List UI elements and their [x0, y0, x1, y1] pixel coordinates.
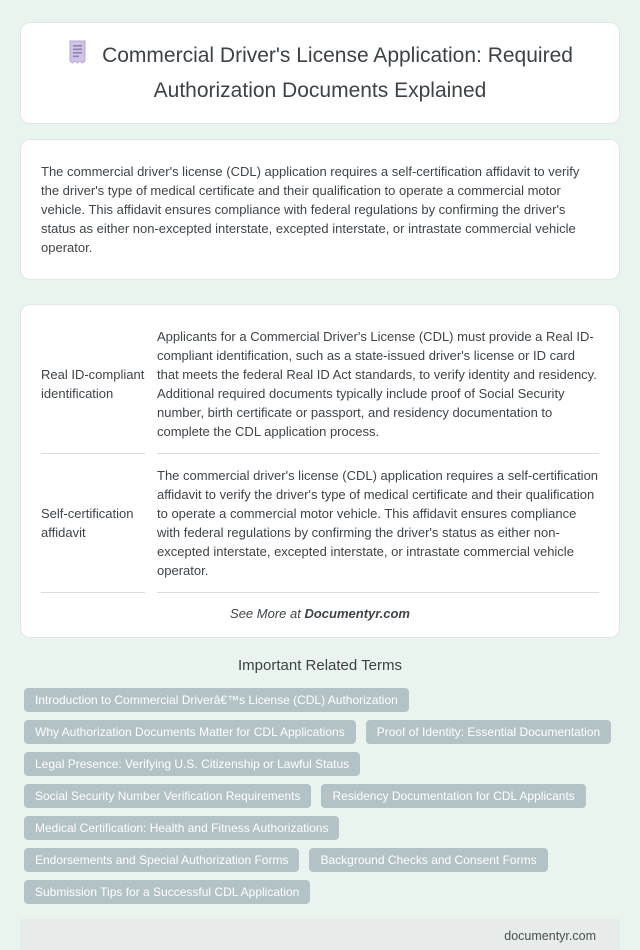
term-description: The commercial driver's license (CDL) application requires a self-certification affidavit to verify the driver's type of medical certificate and their qualification to operate a commercial motor vehicle. This affidavit ensures compliance with federal regulations by confirming the driver's status as either non-excepted interstate, excepted interstate, or intrastate commercial vehicle operator. — [157, 468, 599, 578]
title-card — [20, 22, 620, 124]
table-row — [41, 315, 599, 454]
related-term-tag[interactable]: Medical Certification: Health and Fitness Authorizations — [24, 816, 339, 840]
receipt-icon — [67, 40, 88, 75]
see-more-line — [41, 606, 599, 621]
table-row — [41, 454, 599, 593]
see-more-brand-link[interactable]: Documentyr.com — [304, 606, 410, 621]
footer-site-label: documentyr.com — [504, 929, 596, 943]
intro-text: The commercial driver's license (CDL) application requires a self-certification affidavit to verify the driver's type of medical certificate and their qualification to operate a commercial motor vehicle. This affidavit ensures compliance with federal regulations by confirming the driver's status as either non-excepted interstate, excepted interstate, or intrastate commercial vehicle operator. — [41, 164, 580, 255]
related-term-tag[interactable]: Endorsements and Special Authorization Forms — [24, 848, 299, 872]
related-term-tag[interactable]: Legal Presence: Verifying U.S. Citizenship or Lawful Status — [24, 752, 360, 776]
related-term-tag[interactable]: Why Authorization Documents Matter for CDL Applications — [24, 720, 356, 744]
related-term-tag[interactable]: Introduction to Commercial Driverâ€™s License (CDL) Authorization — [24, 688, 409, 712]
see-more-prefix: See More at — [230, 606, 305, 621]
footer-bar — [20, 919, 620, 950]
page-title — [51, 40, 589, 106]
page-title-text: Commercial Driver's License Application: Required Authorization Documents Explained — [102, 44, 573, 102]
related-term-tag[interactable]: Social Security Number Verification Requirements — [24, 784, 311, 808]
related-term-tag[interactable]: Residency Documentation for CDL Applicants — [321, 784, 585, 808]
related-term-tag[interactable]: Submission Tips for a Successful CDL Application — [24, 880, 310, 904]
related-terms-tags — [0, 688, 640, 904]
related-term-tag[interactable]: Background Checks and Consent Forms — [309, 848, 547, 872]
intro-card — [20, 139, 620, 280]
definitions-card — [20, 304, 620, 638]
definition-table — [41, 315, 599, 593]
term-description: Applicants for a Commercial Driver's License (CDL) must provide a Real ID-compliant identification, such as a state-issued driver's license or ID card that meets the federal Real ID Act standards, to verify identity and residency. Additional required documents typically include proof of Social Security number, birth certificate or passport, and residency documentation to complete the CDL application process. — [157, 329, 597, 439]
term-label: Real ID-compliant identification — [41, 367, 145, 401]
related-term-tag[interactable]: Proof of Identity: Essential Documentation — [366, 720, 611, 744]
term-label: Self-certification affidavit — [41, 506, 134, 540]
related-terms-heading: Important Related Terms — [238, 657, 402, 674]
